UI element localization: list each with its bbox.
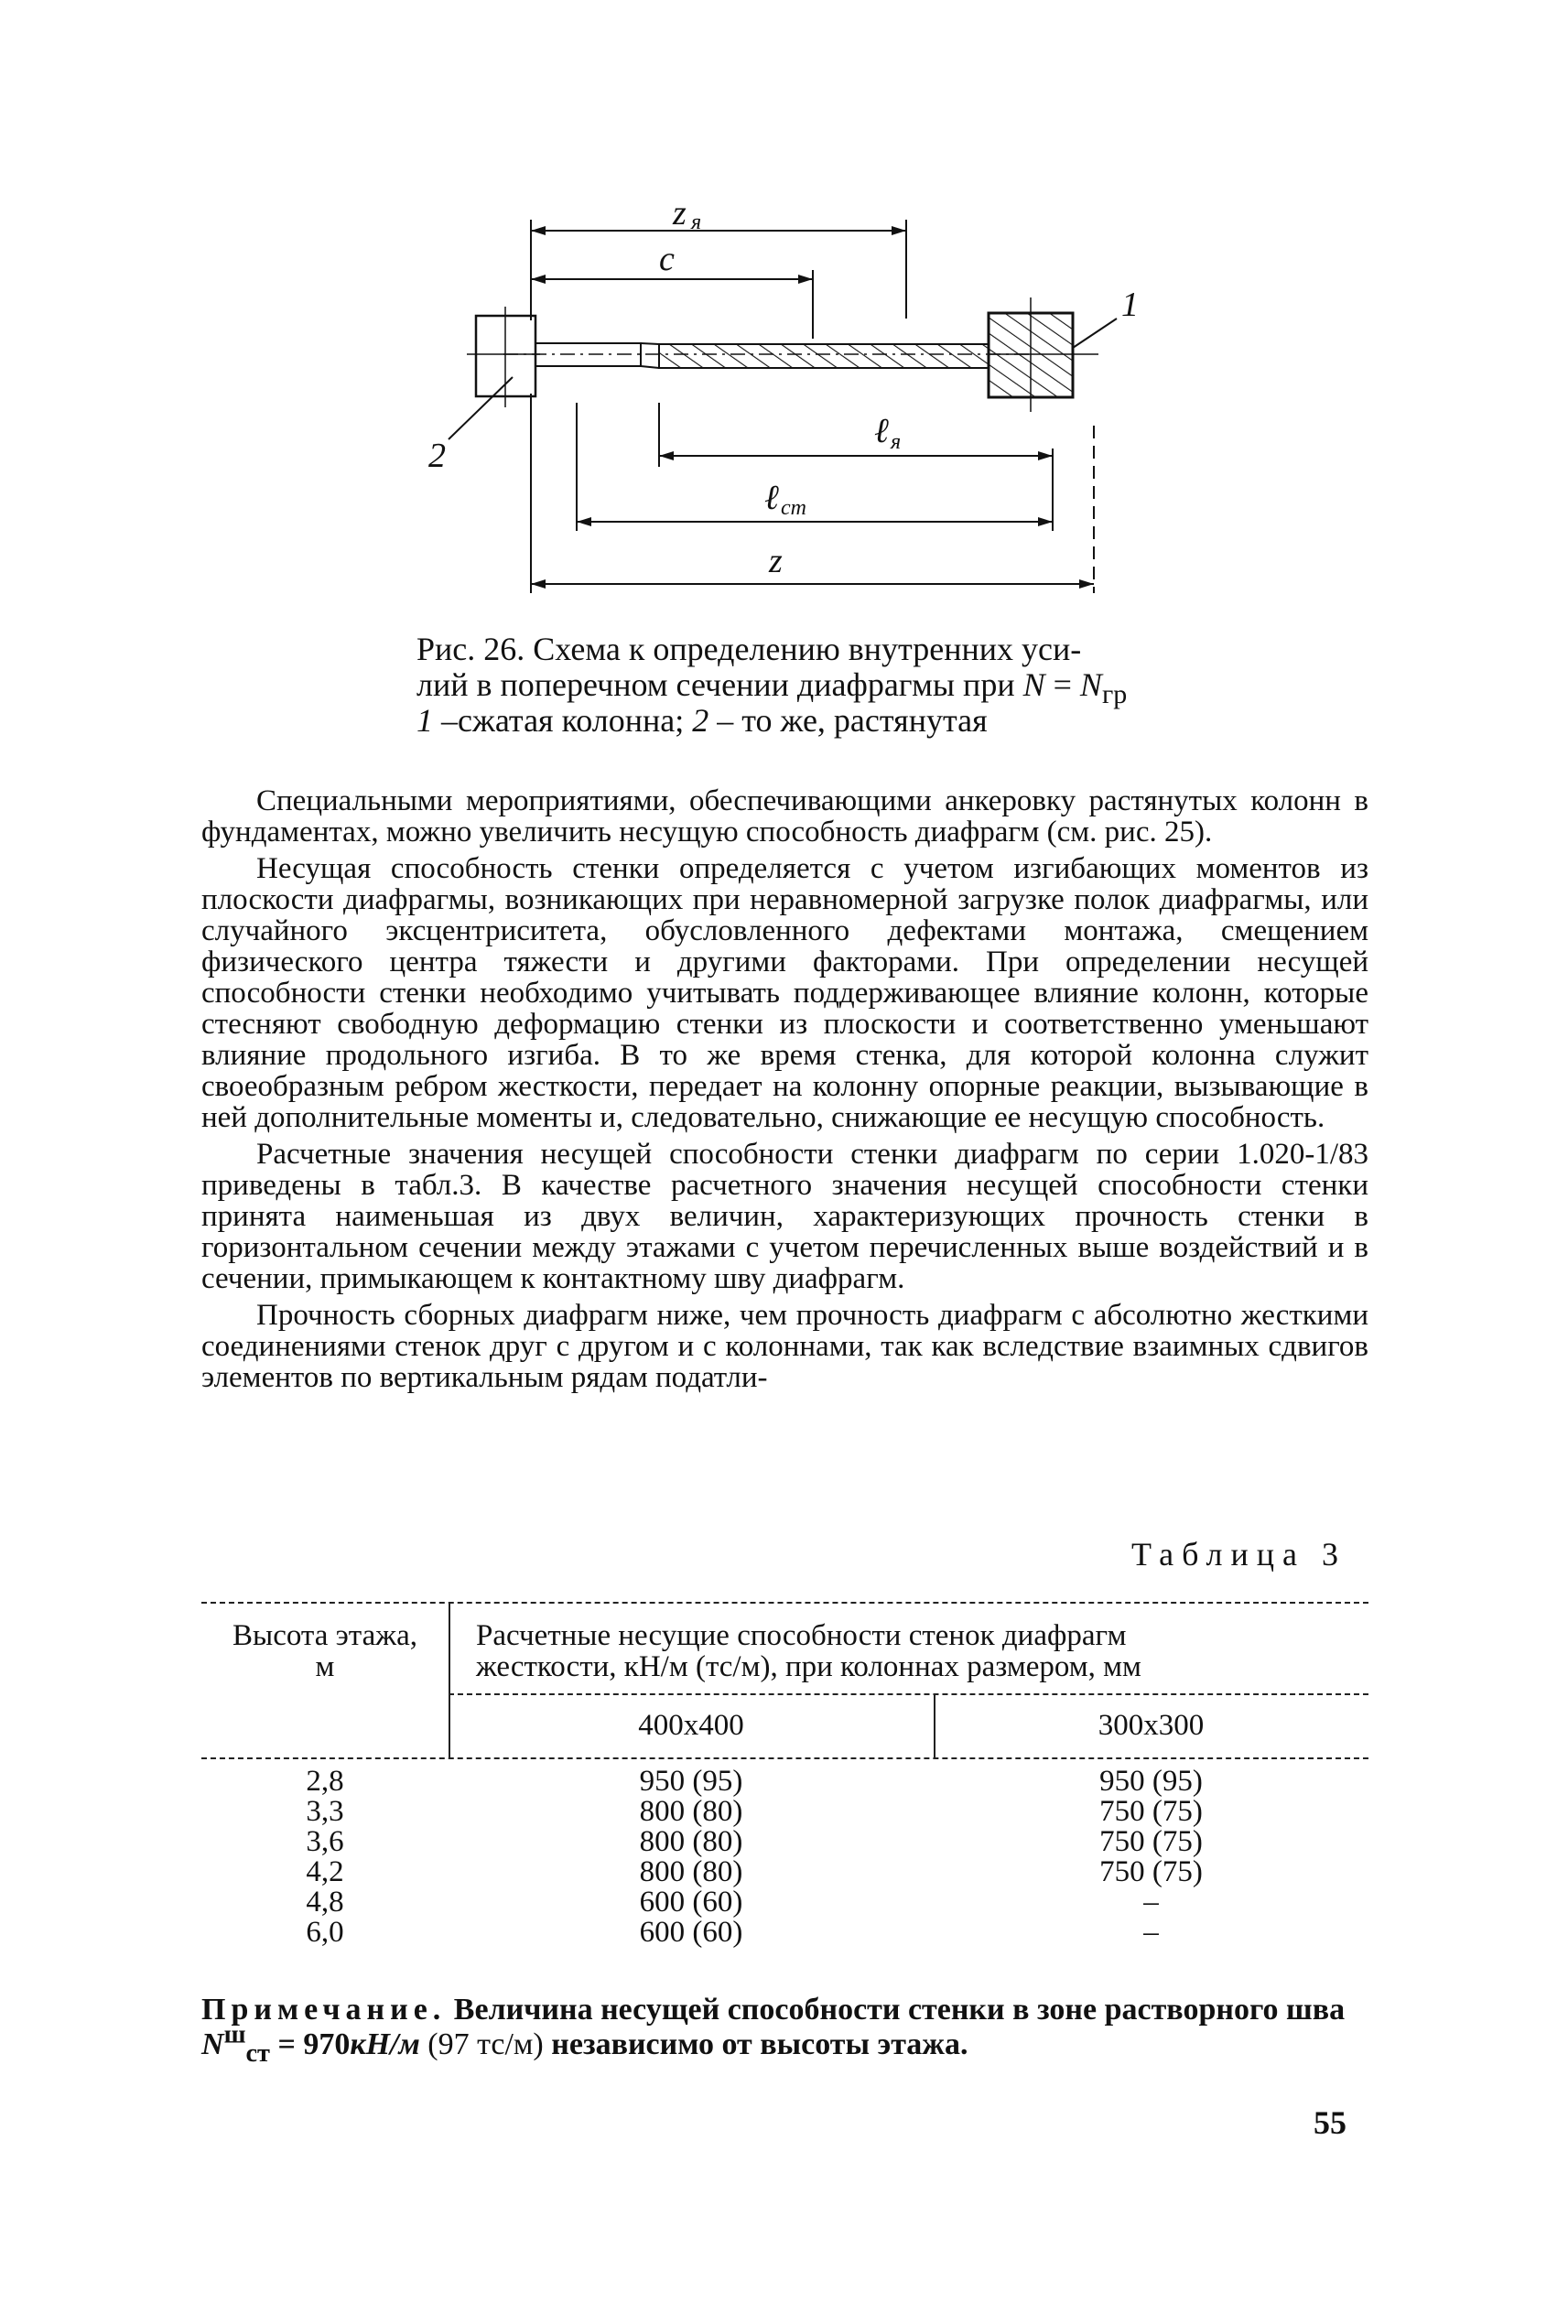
table-rule-header (201, 1757, 1368, 1759)
label-l-st: ℓ (764, 479, 779, 517)
table-cell: 800 (80) (639, 1795, 743, 1828)
caption-num-1: 1 (416, 702, 433, 739)
table-cell: 600 (60) (639, 1916, 743, 1949)
note-text-2: = 970 (269, 2027, 351, 2061)
dimension-c (531, 240, 813, 339)
table-cell: 800 (80) (639, 1855, 743, 1888)
label-z: z (769, 542, 783, 580)
table-cell: 800 (80) (639, 1825, 743, 1858)
table-cell: – (1143, 1916, 1159, 1949)
table-cell: 2,8 (306, 1765, 344, 1798)
caption-formula-n-gr: N (1079, 666, 1102, 703)
table-rule-top (201, 1602, 1368, 1604)
table-cell: 600 (60) (639, 1886, 743, 1919)
note-formula-sup: ш (223, 2020, 246, 2049)
caption-legend-1: –сжатая колонна; (433, 702, 693, 739)
caption-formula-eq: = (1044, 666, 1080, 703)
header-capacity-line-1: Расчетные несущие способности стенок диафрагм (476, 1619, 1127, 1652)
table-cell: 4,2 (306, 1855, 344, 1888)
label-c: c (659, 240, 675, 278)
paragraph-3: Расчетные значения несущей способности стенки диафрагм по серии 1.020-1/83 приведены в табл.3. В качестве расчетного значения несущей способности стенки принята наименьшая из двух величин, характеризующих прочность стенки в горизонтальном сечении между этажами с учетом перечисленных выше воздействий и в сечении, примыкающем к контактному шву диафрагм. (201, 1138, 1368, 1295)
caption-formula-n: N (1022, 666, 1045, 703)
note-text-4: независимо от высоты этажа. (551, 2027, 968, 2061)
note-text-3: (97 тс/м) (419, 2027, 552, 2061)
label-l-n-sub: я (891, 430, 902, 454)
column-heights (201, 1767, 449, 1948)
dimension-l-n (659, 403, 1053, 531)
table-cell: 4,8 (306, 1886, 344, 1919)
note-formula-n: N (201, 2027, 224, 2061)
figure-26 (394, 183, 1217, 622)
caption-line-3 (416, 703, 1204, 739)
header-height-line-1: Высота этажа, (232, 1619, 417, 1652)
caption-num-2: 2 (692, 702, 709, 739)
note-label: Примечание. (201, 1993, 447, 2027)
table-cell: 3,6 (306, 1825, 344, 1858)
table-cell: 750 (75) (1099, 1855, 1203, 1888)
column-300 (934, 1767, 1368, 1948)
header-capacity-line-2: жесткости, кН/м (тс/м), при колоннах размером, мм (476, 1650, 1141, 1683)
figure-caption (416, 632, 1204, 739)
caption-line-1: Рис. 26. Схема к определению внутренних уси- (416, 631, 1082, 667)
table-cell: 750 (75) (1099, 1795, 1203, 1828)
paragraph-2: Несущая способность стенки определяется с учетом изгибающих моментов из плоскости диафрагмы, возникающих при неравномерной загрузке полок диафрагмы, или случайного эксцентриситета, обусловленного дефектами монтажа, смещением физического центра тяжести и другими факторами. При определении несущей способности стенки необходимо учитывать поддерживающее влияние колонн, которые стесняют свободную деформацию стенки из плоскости и соответственно уменьшают влияние продольного изгиба. В то же время стенка, для которой колонна служит своеобразным ребром жесткости, передает на колонну опорные реакции, вызывающие в ней дополнительные моменты и, следовательно, снижающие ее несущую способность. (201, 852, 1368, 1134)
caption-legend-2: – то же, растянутая (708, 702, 988, 739)
diaphragm-wall (503, 343, 1034, 368)
table-rule-mid (449, 1693, 1368, 1695)
column-tensile (428, 307, 540, 475)
table-note (201, 1993, 1368, 2068)
table-cell: 3,3 (306, 1795, 344, 1828)
note-text-1: Величина несущей способности стенки в зоне растворного шва (446, 1993, 1346, 2027)
page-number: 55 (1314, 2104, 1346, 2141)
table-cell: – (1143, 1886, 1159, 1919)
label-mark-2: 2 (428, 437, 446, 475)
caption-formula-sub: гр (1101, 679, 1128, 710)
header-height (201, 1620, 449, 1682)
label-mark-1: 1 (1121, 286, 1139, 324)
label-l-n: ℓ (874, 412, 889, 450)
dimension-l-st (577, 403, 1053, 531)
table-cell: 750 (75) (1099, 1825, 1203, 1858)
table-cell: 950 (95) (1099, 1765, 1203, 1798)
header-capacity (476, 1620, 1368, 1682)
caption-line-2-text: лий в поперечном сечении диафрагмы при (416, 666, 1023, 703)
label-z-n-sub: я (691, 211, 702, 234)
note-unit: кН/м (350, 2027, 420, 2061)
diagram-svg (394, 183, 1217, 622)
subheader-400: 400x400 (638, 1709, 744, 1742)
table-cell: 6,0 (306, 1916, 344, 1949)
dimension-z (531, 394, 1094, 593)
table-title: Таблица 3 (1131, 1536, 1346, 1573)
caption-line-2 (416, 666, 1204, 710)
body-text (201, 785, 1368, 1399)
column-400 (449, 1767, 934, 1948)
column-compressed (989, 286, 1139, 412)
table-cell: 950 (95) (639, 1765, 743, 1798)
dimension-z-n (531, 194, 906, 320)
paragraph-4: Прочность сборных диафрагм ниже, чем прочность диафрагм с абсолютно жесткими соединениями стенок друг с другом и с колоннами, так как вследствие взаимных сдвигов элементов по вертикальным рядам податли- (201, 1299, 1368, 1394)
subheader-300: 300x300 (1098, 1709, 1205, 1742)
label-z-n: z (673, 194, 687, 232)
label-l-st-sub: ст (781, 496, 806, 520)
note-formula-sub: ст (245, 2038, 270, 2068)
header-height-line-2: м (315, 1650, 335, 1683)
paragraph-1: Специальными мероприятиями, обеспечивающими анкеровку растянутых колонн в фундаментах, можно увеличить несущую способность диафрагм (см. рис. 25). (201, 784, 1368, 849)
